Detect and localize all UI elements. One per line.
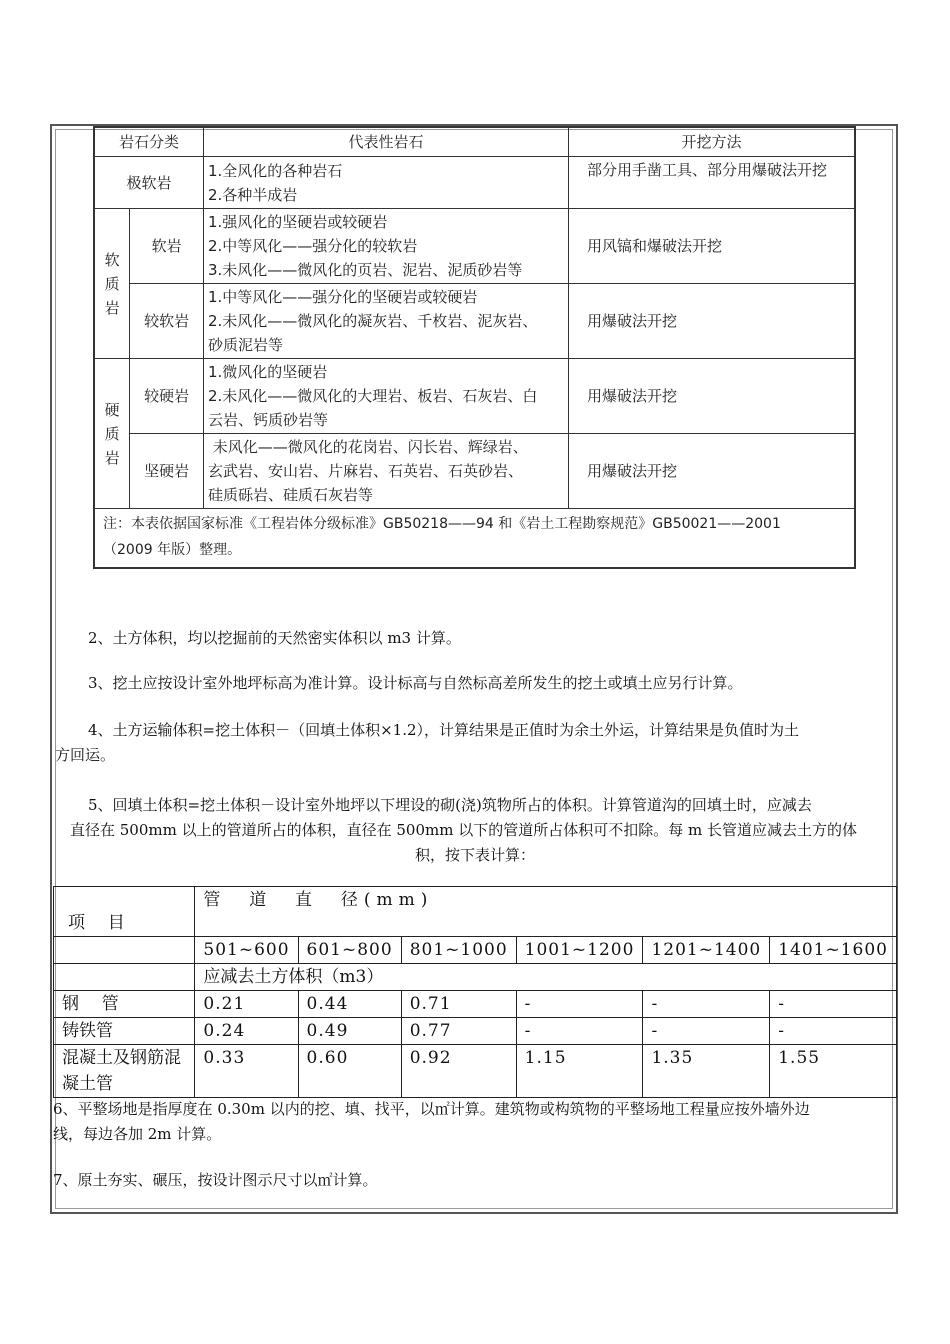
rock-line: 2.未风化——微风化的凝灰岩、千枚岩、泥灰岩、 [208,312,538,330]
method-cell: 用爆破法开挖 [569,359,856,434]
range-cell: 501~600 [195,937,298,964]
pipe-deduction-table [53,886,897,1098]
subheader-cell: 应减去土方体积（m3） [195,964,897,991]
rock-line: 砂质泥岩等 [208,336,284,354]
paragraph-2: 2、土方体积，均以挖掘前的天然密实体积以 m3 计算。 [88,629,461,647]
value-cell: - [516,991,643,1018]
pipe-name-cell: 钢 管 [54,991,195,1018]
header-rock-class: 岩石分类 [94,127,204,157]
rock-list-cell [204,209,569,284]
rock-line: 2.未风化——微风化的大理岩、板岩、石灰岩、白 [208,387,538,405]
table-row [54,1045,897,1098]
table-row [94,209,855,284]
table-header-row [94,127,855,157]
item-header [54,887,195,937]
rock-classification-table [93,126,856,569]
paragraph-7: 7、原土夯实、碾压，按设计图示尺寸以㎡计算。 [53,1171,378,1189]
group-char: 质 [104,274,120,293]
range-cell: 801~1000 [401,937,516,964]
pipe-subheader-row [54,964,897,991]
group-char: 软 [104,250,120,269]
paragraph-5-line1: 5、回填土体积=挖土体积－设计室外地坪以下埋设的砌(浇)筑物所占的体积。计算管道沟的回填土时，应减去 [88,796,812,814]
rock-line: 未风化——微风化的花岗岩、闪长岩、辉绿岩、 [208,438,528,456]
value-cell: 1.55 [770,1045,897,1098]
value-cell: - [770,1018,897,1045]
value-cell: 0.92 [401,1045,516,1098]
rock-class-cell: 极软岩 [94,157,204,209]
method-cell: 部分用手凿工具、部分用爆破法开挖 [569,157,856,209]
rock-class-cell: 坚硬岩 [130,434,204,509]
table-row [54,1018,897,1045]
empty-cell [54,937,195,964]
header-representative-rock: 代表性岩石 [204,127,569,157]
value-cell: - [516,1018,643,1045]
value-cell: - [770,991,897,1018]
group-char: 岩 [104,448,120,467]
group-hard-cell [94,359,130,509]
group-soft-cell [94,209,130,359]
rock-line: 1.强风化的坚硬岩或较硬岩 [208,213,388,231]
paragraph-5-line3: 积，按下表计算： [414,846,535,864]
method-cell: 用风镐和爆破法开挖 [569,209,856,284]
rock-line: 玄武岩、安山岩、片麻岩、石英岩、石英砂岩、 [208,462,524,480]
group-char: 硬 [104,400,120,419]
rock-line: 3.未风化——微风化的页岩、泥岩、泥质砂岩等 [208,261,523,279]
value-cell: - [643,991,770,1018]
table-note-row [94,509,855,569]
method-cell: 用爆破法开挖 [569,434,856,509]
rock-list-cell [204,359,569,434]
paragraph-4-line1: 4、土方运输体积=挖土体积－（回填土体积×1.2），计算结果是正值时为余土外运，计算结果是负值时为土 [88,721,800,739]
group-char: 岩 [104,298,120,317]
rock-class-cell: 较硬岩 [130,359,204,434]
pipe-name-cell: 混凝土及钢筋混凝土管 [54,1045,195,1098]
value-cell: 0.60 [298,1045,401,1098]
paragraph-4-line2: 方回运。 [55,746,116,764]
value-cell: 0.24 [195,1018,298,1045]
rock-line: 云岩、钙质砂岩等 [208,411,329,429]
rock-list-cell [204,284,569,359]
table-row [94,434,855,509]
paragraph-6-line1: 6、平整场地是指厚度在 0.30m 以内的挖、填、找平，以㎡计算。建筑物或构筑物的平整场地工程量应按外墙外边 [53,1100,810,1118]
table-note [94,509,855,569]
rock-line: 硅质砾岩、硅质石灰岩等 [208,486,374,504]
rock-class-cell: 软岩 [130,209,204,284]
pipe-range-row [54,937,897,964]
method-cell: 用爆破法开挖 [569,284,856,359]
range-cell: 1201~1400 [643,937,770,964]
rock-list-cell [204,434,569,509]
range-cell: 1001~1200 [516,937,643,964]
range-cell: 601~800 [298,937,401,964]
table-row [94,359,855,434]
rock-line: 1.微风化的坚硬岩 [208,363,328,381]
value-cell: 1.15 [516,1045,643,1098]
table-row [94,284,855,359]
diameter-header [195,887,897,937]
value-cell: 0.33 [195,1045,298,1098]
paragraph-5-line2: 直径在 500mm 以上的管道所占的体积，直径在 500mm 以下的管道所占体积可不扣除。每 m 长管道应减去土方的体 [70,821,857,839]
range-cell: 1401~1600 [770,937,897,964]
paragraph-3: 3、挖土应按设计室外地坪标高为准计算。设计标高与自然标高差所发生的挖土或填土应另行计算。 [88,674,743,692]
pipe-header-row [54,887,897,937]
rock-class-cell: 较软岩 [130,284,204,359]
rock-line: 1.全风化的各种岩石 [208,161,343,180]
value-cell: 0.21 [195,991,298,1018]
diameter-label: 管 道 直 径(mm) [203,890,434,910]
paragraph-6-line2: 线，每边各加 2m 计算。 [53,1125,222,1143]
group-char: 质 [104,424,120,443]
table-row [54,991,897,1018]
item-label: 项 目 [68,913,129,933]
rock-line: 2.中等风化——强分化的较软岩 [208,237,418,255]
value-cell: - [643,1018,770,1045]
rock-line: 2.各种半成岩 [208,185,298,204]
empty-cell [54,964,195,991]
pipe-name-cell: 铸铁管 [54,1018,195,1045]
rock-list-cell [204,157,569,209]
value-cell: 0.77 [401,1018,516,1045]
value-cell: 0.71 [401,991,516,1018]
value-cell: 0.49 [298,1018,401,1045]
table-row [94,157,855,209]
note-line: 注：本表依据国家标准《工程岩体分级标准》GB50218——94 和《岩土工程勘察规范》GB50021——2001 [103,516,781,532]
note-line: （2009 年版）整理。 [103,542,242,558]
value-cell: 1.35 [643,1045,770,1098]
value-cell: 0.44 [298,991,401,1018]
header-excavation-method: 开挖方法 [569,127,856,157]
rock-line: 1.中等风化——强分化的坚硬岩或较硬岩 [208,288,478,306]
